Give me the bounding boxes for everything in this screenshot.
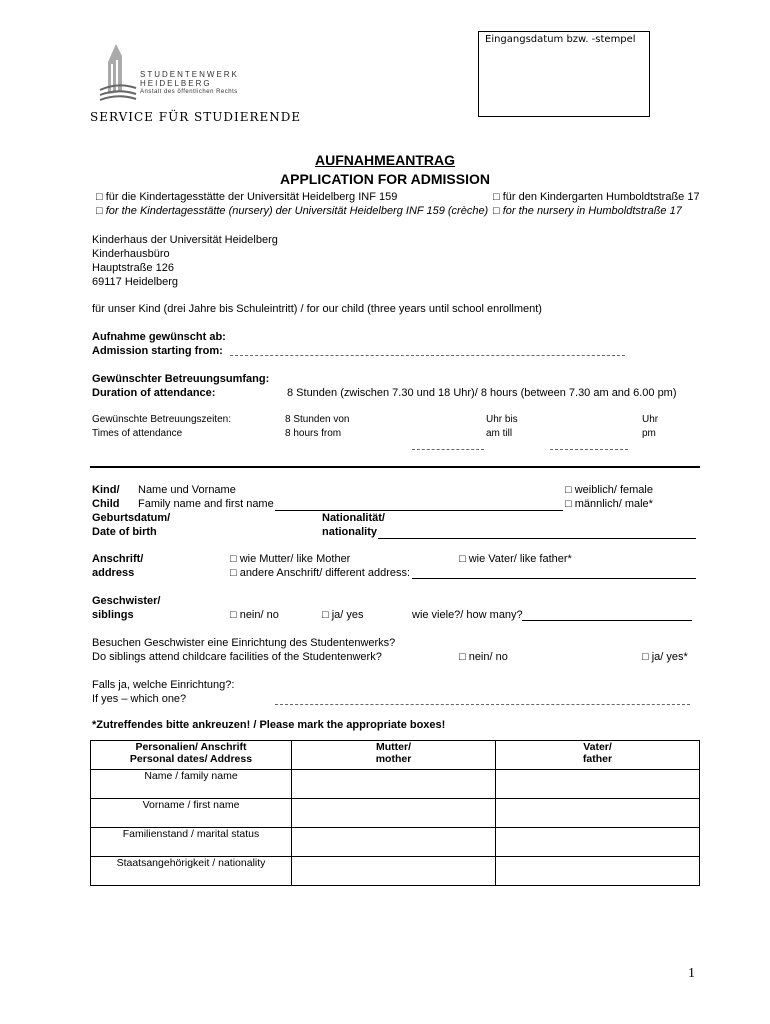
table-row: [91, 770, 700, 799]
mark-boxes-note: *Zutreffendes bitte ankreuzen! / Please mark the appropriate boxes!: [92, 719, 446, 731]
residence-label-en: address: [92, 567, 135, 579]
which-facility-en: If yes – which one?: [92, 693, 187, 705]
service-slogan: SERVICE FÜR STUDIERENDE: [90, 110, 302, 124]
choice-left-en[interactable]: □ for the Kindertagesstätte (nursery) der Universität Heidelberg INF 159 (crèche): [96, 205, 489, 217]
logo-line-3: Anstalt des öffentlichen Rechts: [140, 89, 238, 95]
stamp-label: Eingangsdatum bzw. -stempel: [485, 34, 636, 45]
from-label-de: 8 Stunden von: [285, 414, 350, 425]
received-stamp-box: [478, 31, 650, 117]
like-mother-checkbox[interactable]: □ wie Mutter/ like Mother: [230, 553, 351, 565]
address-line-1: Kinderhaus der Universität Heidelberg: [92, 234, 278, 246]
row-label-marital-status: Familienstand / marital status: [91, 828, 292, 857]
logo-line-2: HEIDELBERG: [140, 79, 212, 88]
how-many-field[interactable]: [522, 620, 692, 621]
until-label-de: Uhr bis: [486, 414, 518, 425]
building-logo-icon: [98, 42, 138, 104]
choice-right-en[interactable]: □ for the nursery in Humboldtstraße 17: [493, 205, 682, 217]
which-facility-field[interactable]: [275, 704, 690, 705]
pm-label: pm: [642, 428, 656, 439]
father-first-name-cell[interactable]: [496, 799, 700, 828]
child-intro: für unser Kind (drei Jahre bis Schuleintritt) / for our child (three years until school enrollment): [92, 303, 542, 315]
choice-left-de[interactable]: □ für die Kindertagesstätte der Universität Heidelberg INF 159: [96, 191, 398, 203]
header-father-de: Vater/: [583, 741, 612, 753]
mother-nationality-cell[interactable]: [292, 857, 496, 886]
header-personal-de: Personalien/ Anschrift: [135, 741, 247, 753]
care-label-de: Gewünschter Betreuungsumfang:: [92, 373, 270, 385]
uhr-label: Uhr: [642, 414, 659, 425]
like-father-checkbox[interactable]: □ wie Vater/ like father*: [459, 553, 572, 565]
birth-label-en: Date of birth: [92, 526, 157, 538]
birth-label-de: Geburtsdatum/: [92, 512, 171, 524]
which-facility-de: Falls ja, welche Einrichtung?:: [92, 679, 235, 691]
mother-first-name-cell[interactable]: [292, 799, 496, 828]
header-personal: [91, 741, 292, 770]
child-nationality-field[interactable]: [378, 538, 696, 539]
care-value: 8 Stunden (zwischen 7.30 und 18 Uhr)/ 8 hours (between 7.30 am and 6.00 pm): [287, 387, 677, 399]
facility-no-checkbox[interactable]: □ nein/ no: [459, 651, 508, 663]
header-father: [496, 741, 700, 770]
mother-name-cell[interactable]: [292, 770, 496, 799]
siblings-question-de: Besuchen Geschwister eine Einrichtung des Studentenwerks?: [92, 637, 396, 649]
parents-table: [90, 740, 700, 886]
choice-right-de[interactable]: □ für den Kindergarten Humboldtstraße 17: [493, 191, 700, 203]
male-checkbox[interactable]: □ männlich/ male*: [565, 498, 653, 510]
title-english: APPLICATION FOR ADMISSION: [280, 171, 490, 187]
siblings-label-de: Geschwister/: [92, 595, 161, 607]
table-header-row: [91, 741, 700, 770]
admission-label-en: Admission starting from:: [92, 345, 223, 357]
facility-yes-checkbox[interactable]: □ ja/ yes*: [642, 651, 688, 663]
mother-marital-status-cell[interactable]: [292, 828, 496, 857]
admission-date-field[interactable]: [230, 355, 625, 356]
other-address-field[interactable]: [412, 578, 696, 579]
name-label-en: Family name and first name: [138, 498, 274, 510]
logo-line-1: STUDENTENWERK: [140, 70, 239, 79]
title-german: AUFNAHMEANTRAG: [315, 152, 455, 168]
siblings-yes-checkbox[interactable]: □ ja/ yes: [322, 609, 364, 621]
father-nationality-cell[interactable]: [496, 857, 700, 886]
row-label-first-name: Vorname / first name: [91, 799, 292, 828]
header-mother-en: mother: [375, 753, 412, 765]
nationality-label-en: nationality: [322, 526, 378, 538]
child-label-de: Kind/: [92, 484, 120, 496]
other-address-checkbox[interactable]: □ andere Anschrift/ different address:: [230, 567, 411, 579]
from-time-field[interactable]: [412, 449, 484, 450]
father-marital-status-cell[interactable]: [496, 828, 700, 857]
father-name-cell[interactable]: [496, 770, 700, 799]
female-checkbox[interactable]: □ weiblich/ female: [565, 484, 653, 496]
until-time-field[interactable]: [550, 449, 628, 450]
header-mother-de: Mutter/: [376, 741, 411, 753]
care-label-en: Duration of attendance:: [92, 387, 216, 399]
residence-label-de: Anschrift/: [92, 553, 144, 565]
child-name-field[interactable]: [275, 510, 563, 511]
row-label-name: Name / family name: [91, 770, 292, 799]
header-father-en: father: [582, 753, 613, 765]
address-line-3: Hauptstraße 126: [92, 262, 174, 274]
page-number: 1: [688, 966, 695, 981]
table-row: [91, 857, 700, 886]
header-mother: [292, 741, 496, 770]
table-row: [91, 828, 700, 857]
siblings-label-en: siblings: [92, 609, 134, 621]
child-label-en: Child: [92, 498, 120, 510]
how-many-label: wie viele?/ how many?: [412, 609, 523, 621]
address-line-4: 69117 Heidelberg: [92, 276, 179, 288]
header-personal-en: Personal dates/ Address: [129, 753, 253, 765]
siblings-question-en: Do siblings attend childcare facilities of the Studentenwerk?: [92, 651, 382, 663]
siblings-no-checkbox[interactable]: □ nein/ no: [230, 609, 279, 621]
table-row: [91, 799, 700, 828]
times-label-en: Times of attendance: [92, 428, 183, 439]
nationality-label-de: Nationalität/: [322, 512, 385, 524]
row-label-nationality: Staatsangehörigkeit / nationality: [91, 857, 292, 886]
admission-label-de: Aufnahme gewünscht ab:: [92, 331, 226, 343]
until-label-en: am till: [486, 428, 513, 439]
times-label-de: Gewünschte Betreuungszeiten:: [92, 414, 231, 425]
from-label-en: 8 hours from: [285, 428, 342, 439]
name-label-de: Name und Vorname: [138, 484, 236, 496]
address-line-2: Kinderhausbüro: [92, 248, 170, 260]
section-divider: [90, 466, 700, 468]
